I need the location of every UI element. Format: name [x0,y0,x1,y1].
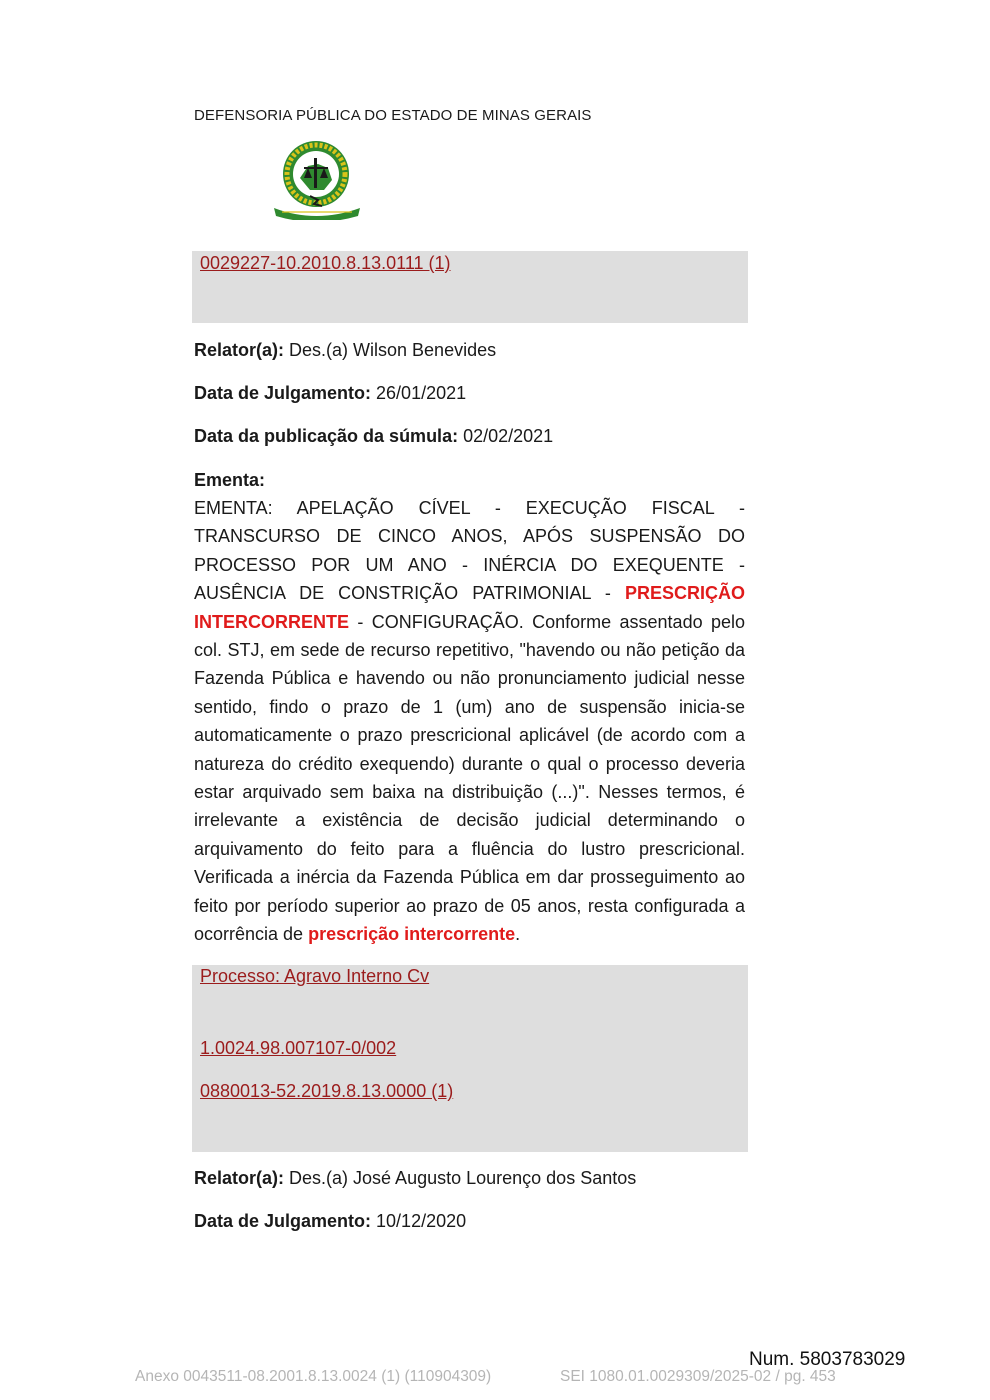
relator2-value: Des.(a) José Augusto Lourenço dos Santos [284,1168,637,1188]
relator2-label: Relator(a): [194,1168,285,1188]
case-number-link[interactable]: 0029227-10.2010.8.13.0111 (1) [200,253,451,273]
julgamento2-field [194,1211,466,1232]
ementa-text [194,494,745,949]
julgamento2-label: Data de Julgamento: [194,1211,372,1231]
ementa-label: Ementa: [194,470,266,490]
ementa-highlight-prescricao-lower: prescrição intercorrente [308,924,516,945]
ementa-end: . [515,924,521,945]
process-number-link[interactable]: 1.0024.98.007107-0/002 [200,1038,397,1058]
ementa-part2: - CONFIGURAÇÃO. Conforme assentado pelo col. STJ, em sede de recurso repetitivo, "havendo ou não petição da Fazenda Pública e havendo ou não pronunciamento judicial nesse sentido, findo o prazo de 1 (um) ano de suspensão inicia-se automaticamente o prazo prescricional aplicável (de acordo com a natureza do crédito exequendo) durante o qual o processo deveria estar arquivado sem baixa na distribuição (...)". Nesses termos, é irrelevante a existência de decisão judicial determinando o arquivamento do feito para a fluência do lustro prescricional. Verificada a inércia da Fazenda Pública em dar prosseguimento ao feito por período superior ao prazo de 05 anos, resta configurada a ocorrência de [194,611,745,945]
ementa-highlight-prescricao: PRESCRIÇÃO INTERCORRENTE [194,583,745,632]
document-number-stamp: Num. 5803783029 [749,1349,906,1370]
ementa-part1: EMENTA: APELAÇÃO CÍVEL - EXECUÇÃO FISCAL - TRANSCURSO DE CINCO ANOS, APÓS SUSPENSÃO DO PROCESSO POR UM ANO - INÉRCIA DO EXEQUENTE - AUSÊNCIA DE CONSTRIÇÃO PATRIMONIAL - [194,498,745,604]
footer-sei: SEI 1080.01.0029309/2025-02 / pg. 453 [560,1368,836,1385]
defensoria-seal-logo [270,138,364,220]
relator2-field [194,1168,636,1189]
relator-value: Des.(a) Wilson Benevides [284,340,497,360]
publicacao-label: Data da publicação da súmula: [194,426,459,446]
organization-header: DEFENSORIA PÚBLICA DO ESTADO DE MINAS GERAIS [194,107,592,124]
publicacao-field [194,426,553,447]
julgamento-value: 26/01/2021 [371,383,467,403]
julgamento-field [194,383,466,404]
publicacao-value: 02/02/2021 [458,426,554,446]
relator-field [194,340,496,361]
processo-link[interactable]: Processo: Agravo Interno Cv [200,966,430,986]
footer-anexo: Anexo 0043511-08.2001.8.13.0024 (1) (110904309) [135,1368,492,1385]
relator-label: Relator(a): [194,340,285,360]
julgamento2-value: 10/12/2020 [371,1211,467,1231]
julgamento-label: Data de Julgamento: [194,383,372,403]
cnj-number-link[interactable]: 0880013-52.2019.8.13.0000 (1) [200,1081,454,1101]
